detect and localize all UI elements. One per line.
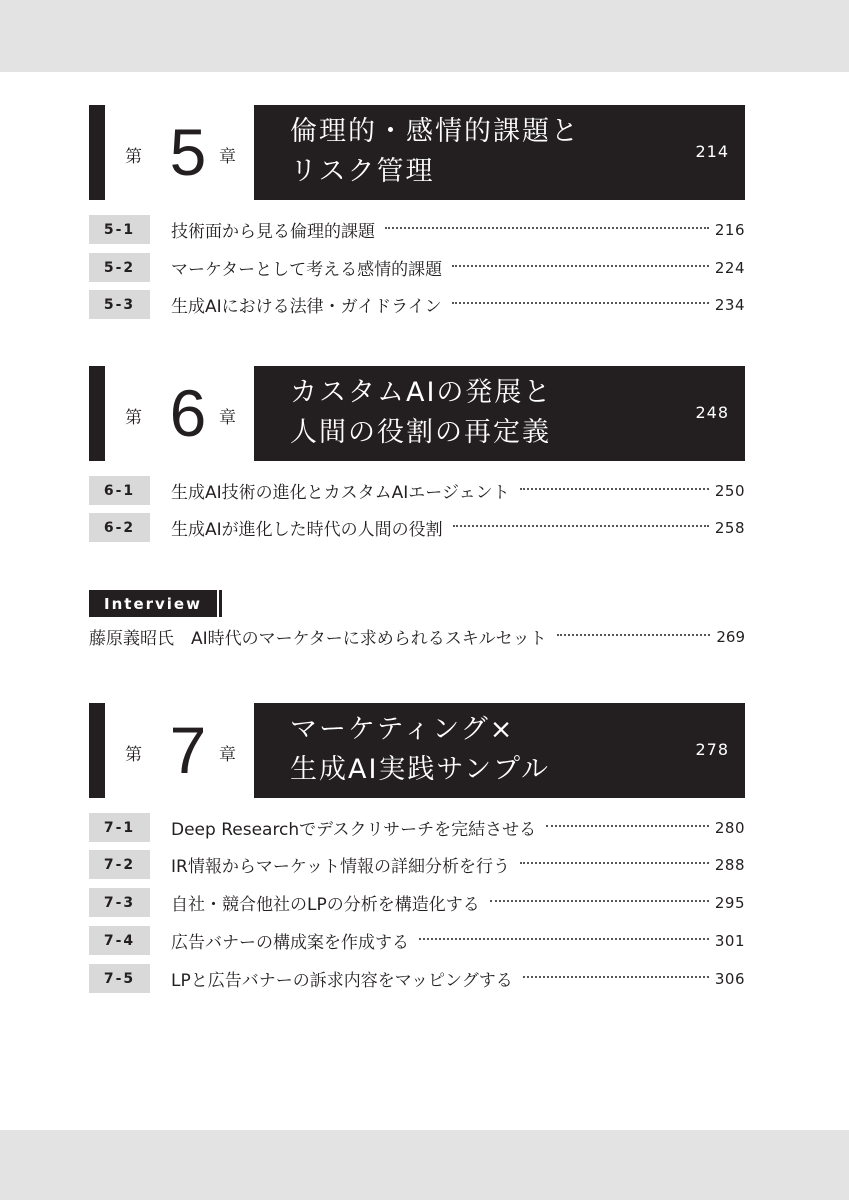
section-page: 306	[714, 969, 745, 988]
section-number: 7-3	[89, 888, 150, 917]
section-number: 7-4	[89, 926, 150, 955]
toc-entry-7-5[interactable]	[89, 964, 745, 993]
leader-dots	[520, 488, 709, 490]
section-page: 224	[714, 258, 745, 277]
section-number: 5-2	[89, 253, 150, 282]
interview-badge	[89, 590, 222, 617]
section-number: 7-5	[89, 964, 150, 993]
interview-page: 269	[716, 627, 745, 646]
chapter-title: マーケティング× 生成AI実践サンプル	[290, 714, 551, 785]
chapter-page: 214	[695, 142, 729, 161]
leader-dots	[453, 525, 709, 527]
interview-title: 藤原義昭氏 AI時代のマーケターに求められるスキルセット	[89, 629, 547, 649]
chapter-title-box	[254, 703, 745, 798]
badge-edge	[219, 590, 222, 617]
toc-entry-7-3[interactable]	[89, 888, 745, 917]
section-number: 5-3	[89, 290, 150, 319]
chapter-bar	[89, 366, 105, 461]
toc-entry-6-1[interactable]	[89, 476, 745, 505]
section-page: 288	[714, 855, 745, 874]
section-title: IR情報からマーケット情報の詳細分析を行う	[171, 857, 510, 877]
chapter-7-header[interactable]	[89, 703, 745, 798]
section-page: 258	[714, 518, 745, 537]
top-band	[0, 0, 849, 72]
section-page: 234	[714, 295, 745, 314]
chapter-title: カスタムAIの発展と 人間の役割の再定義	[290, 377, 553, 448]
leader-dots	[385, 227, 709, 229]
toc-entry-7-4[interactable]	[89, 926, 745, 955]
section-title: 生成AIにおける法律・ガイドライン	[171, 297, 442, 317]
leader-dots	[452, 265, 709, 267]
toc-entry-7-1[interactable]	[89, 813, 745, 842]
leader-dots	[557, 634, 711, 636]
section-title: 自社・競合他社のLPの分析を構造化する	[171, 895, 480, 915]
bottom-band	[0, 1130, 849, 1200]
section-number: 6-2	[89, 513, 150, 542]
section-number: 6-1	[89, 476, 150, 505]
section-page: 250	[714, 481, 745, 500]
leader-dots	[546, 825, 709, 827]
chapter-prefix: 第	[125, 745, 142, 765]
leader-dots	[452, 302, 709, 304]
toc-entry-7-2[interactable]	[89, 850, 745, 879]
section-title: LPと広告バナーの訴求内容をマッピングする	[171, 971, 513, 991]
section-title: 生成AIが進化した時代の人間の役割	[171, 520, 443, 540]
chapter-6-header[interactable]	[89, 366, 745, 461]
toc-entry-5-3[interactable]	[89, 290, 745, 319]
chapter-bar	[89, 105, 105, 200]
chapter-prefix: 第	[125, 147, 142, 167]
chapter-5-header[interactable]	[89, 105, 745, 200]
chapter-title-box	[254, 105, 745, 200]
toc-entry-5-2[interactable]	[89, 253, 745, 282]
toc-entry-6-2[interactable]	[89, 513, 745, 542]
interview-label: Interview	[104, 594, 202, 613]
leader-dots	[523, 976, 709, 978]
chapter-suffix: 章	[219, 147, 236, 167]
toc-entry-5-1[interactable]	[89, 215, 745, 244]
section-page: 280	[714, 818, 745, 837]
chapter-number: 7	[169, 713, 207, 787]
toc-entry-interview[interactable]	[89, 622, 745, 651]
section-title: Deep Researchでデスクリサーチを完結させる	[171, 820, 537, 840]
chapter-page: 278	[695, 740, 729, 759]
leader-dots	[490, 900, 709, 902]
chapter-title-box	[254, 366, 745, 461]
section-page: 216	[714, 220, 745, 239]
section-page: 301	[714, 931, 745, 950]
chapter-suffix: 章	[219, 408, 236, 428]
section-page: 295	[714, 893, 745, 912]
chapter-number: 6	[169, 376, 207, 450]
chapter-bar	[89, 703, 105, 798]
leader-dots	[520, 862, 709, 864]
section-title: マーケターとして考える感情的課題	[171, 260, 443, 280]
section-number: 7-2	[89, 850, 150, 879]
chapter-prefix: 第	[125, 408, 142, 428]
chapter-suffix: 章	[219, 745, 236, 765]
section-number: 5-1	[89, 215, 150, 244]
chapter-page: 248	[695, 403, 729, 422]
section-title: 生成AI技術の進化とカスタムAIエージェント	[171, 483, 510, 503]
leader-dots	[419, 938, 709, 940]
section-title: 広告バナーの構成案を作成する	[171, 933, 409, 953]
section-number: 7-1	[89, 813, 150, 842]
chapter-title: 倫理的・感情的課題と リスク管理	[290, 116, 580, 187]
section-title: 技術面から見る倫理的課題	[171, 222, 375, 242]
chapter-number: 5	[169, 115, 207, 189]
